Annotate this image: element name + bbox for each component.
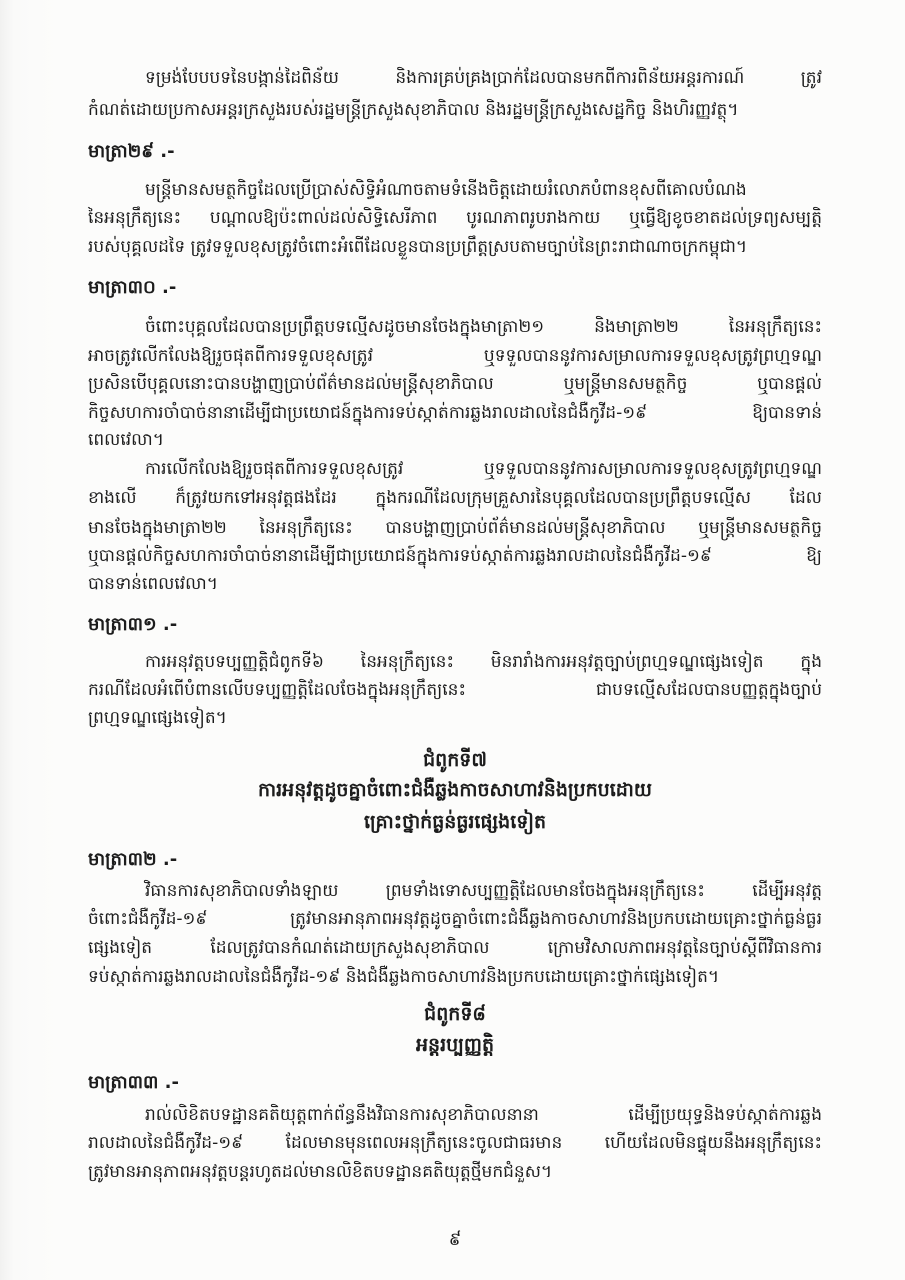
text-line: ពេលវេលា។: [88, 430, 164, 450]
text-line: ឬបានផ្តល់កិច្ចសហការចាំបាច់នានាដើម្បីជាប្រយោជន៍ក្នុងការទប់ស្កាត់ការឆ្លងរាលដាលនៃជំងឺកូវីដ-១៩ ឱ្យ: [88, 546, 822, 566]
text-line: ប្រសិនបើបុគ្គលនោះបានបង្ហាញប្រាប់ព័ត៌មានដល់មន្ត្រីសុខាភិបាល ឬមន្ត្រីមានសមត្ថកិច្ច ឬបានផ្តល់: [88, 374, 822, 394]
text-line: អាចត្រូវលើកលែងឱ្យរួចផុតពីការទទួលខុសត្រូវ ឬទទួលបាននូវការសម្រាលការទទួលខុសត្រូវព្រហ្មទណ្ឌ: [88, 346, 822, 366]
text-line: ផ្សេងទៀត ដែលត្រូវបានកំណត់ដោយក្រសួងសុខាភិបាល ក្រោមវិសាលភាពអនុវត្តនៃច្បាប់ស្តីពីវិធានការ: [88, 938, 822, 958]
text-line: មានចែងក្នុងមាត្រា២២ នៃអនុក្រឹត្យនេះ បានបង្ហាញប្រាប់ព័ត៌មានដល់មន្ត្រីសុខាភិបាល ឬមន្ត្រីមានសមត្ថកិច្ច: [88, 518, 822, 538]
chapter-number: ជំពូកទី៨: [424, 1003, 486, 1025]
text-line: ចំពោះជំងឺកូវីដ-១៩ ត្រូវមានអានុភាពអនុវត្តដូចគ្នាចំពោះជំងឺឆ្លងកាចសាហាវនិងប្រកបដោយគ្រោះថ្នាក់ធ្ងន់ធ្ងរ: [88, 909, 822, 929]
text-line: ចំពោះបុគ្គលដែលបានប្រព្រឹត្តបទល្មើសដូចមានចែងក្នុងមាត្រា២១ និងមាត្រា២២ នៃអនុក្រឹត្យនេះ: [145, 317, 822, 337]
text-line: ត្រូវមានអានុភាពអនុវត្តបន្តរហូតដល់មានលិខិតបទដ្ឋានគតិយុត្តថ្មីមកជំនួស។: [88, 1162, 553, 1182]
text-line: មន្ត្រីមានសមត្ថកិច្ចដែលប្រើប្រាស់សិទ្ធិអំណាចតាមទំនើងចិត្តដោយរំលោភបំពានខុសពីគោលបំណង: [145, 180, 747, 200]
text-line: របស់បុគ្គលដទៃ ត្រូវទទួលខុសត្រូវចំពោះអំពើដែលខ្លួនបានប្រព្រឹត្តស្របតាមច្បាប់នៃព្រះរាជាណាចក្រកម្ពុជា។: [88, 237, 748, 257]
page-number: ៩: [448, 1229, 462, 1250]
chapter-title: គ្រោះថ្នាក់ធ្ងន់ធ្ងរផ្សេងទៀត: [363, 811, 547, 833]
chapter-number: ជំពូកទី៧: [423, 749, 487, 771]
text-line: នៃអនុក្រឹត្យនេះ បណ្តាលឱ្យប៉ះពាល់ដល់សិទ្ធិសេរីភាព បូរណភាពរូបរាងកាយ ឬធ្វើឱ្យខូចខាតដល់ទ្រព្យសម្បត្តិ: [88, 208, 822, 228]
text-line: ទម្រង់បែបបទនៃបង្កាន់ដៃពិន័យ និងការគ្រប់គ្រងប្រាក់ដែលបានមកពីការពិន័យអន្តរការណ៍ ត្រូវ: [145, 68, 822, 88]
article-heading: មាត្រា៣០ .-: [88, 277, 177, 298]
chapter-title: ការអនុវត្តដូចគ្នាចំពោះជំងឺឆ្លងកាចសាហាវនិងប្រកបដោយ: [258, 779, 652, 801]
text-line: ករណីដែលអំពើបំពានលើបទប្បញ្ញត្តិដែលចែងក្នុងអនុក្រឹត្យនេះ ជាបទល្មើសដែលបានបញ្ញត្តក្នុងច្បាប់: [88, 680, 822, 700]
article-heading: មាត្រា៣៣ .-: [88, 1072, 179, 1093]
text-line: កិច្ចសហការចាំបាច់នានាដើម្បីជាប្រយោជន៍ក្នុងការទប់ស្កាត់ការឆ្លងរាលដាលនៃជំងឺកូវីដ-១៩ ឱ្យបានទាន់: [88, 403, 822, 423]
text-line: កំណត់ដោយប្រកាសអន្តរក្រសួងរបស់រដ្ឋមន្ត្រីក្រសួងសុខាភិបាល និងរដ្ឋមន្ត្រីក្រសួងសេដ្ឋកិច្ច និងហិរញ្ញវត្ថុ។: [88, 100, 739, 120]
article-heading: មាត្រា៣២ .-: [88, 849, 178, 870]
chapter-title: អន្តរប្បញ្ញត្តិ: [415, 1034, 495, 1056]
text-line: រាល់លិខិតបទដ្ឋានគតិយុត្តពាក់ព័ន្ធនឹងវិធានការសុខាភិបាលនានា ដើម្បីប្រយុទ្ធនិងទប់ស្កាត់ការឆ្លង: [145, 1105, 822, 1125]
article-heading: មាត្រា២៩ .-: [88, 141, 175, 162]
text-line: វិធានការសុខាភិបាលទាំងឡាយ ព្រមទាំងទោសប្បញ្ញត្តិដែលមានចែងក្នុងអនុក្រឹត្យនេះ ដើម្បីអនុវត្ត: [145, 881, 822, 901]
text-line: បានទាន់ពេលវេលា។: [88, 574, 218, 594]
article-heading: មាត្រា៣១ .-: [88, 614, 178, 635]
text-line: ព្រហ្មទណ្ឌផ្សេងទៀត។: [88, 708, 227, 728]
text-line: ការលើកលែងឱ្យរួចផុតពីការទទួលខុសត្រូវ ឬទទួលបាននូវការសម្រាលការទទួលខុសត្រូវព្រហ្មទណ្ឌ: [145, 459, 822, 479]
text-line: ទប់ស្កាត់ការឆ្លងរាលដាលនៃជំងឺកូវីដ-១៩ និងជំងឺឆ្លងកាចសាហាវនិងប្រកបដោយគ្រោះថ្នាក់ផ្សេងទៀត។: [88, 967, 720, 987]
text-line: ការអនុវត្តបទប្បញ្ញត្តិជំពូកទី៦ នៃអនុក្រឹត្យនេះ មិនរារាំងការអនុវត្តច្បាប់ព្រហ្មទណ្ឌផ្សេងទៀត ក្នុង: [145, 652, 822, 672]
text-line: ខាងលើ ក៏ត្រូវយកទៅអនុវត្តផងដែរ ក្នុងករណីដែលក្រុមគ្រួសារនៃបុគ្គលដែលបានប្រព្រឹត្តបទល្មើស ដែល: [88, 488, 822, 508]
text-line: រាលដាលនៃជំងឺកូវីដ-១៩ ដែលមានមុនពេលអនុក្រឹត្យនេះចូលជាធរមាន ហើយដែលមិនផ្ទុយនឹងអនុក្រឹត្យនេះ: [88, 1133, 822, 1153]
